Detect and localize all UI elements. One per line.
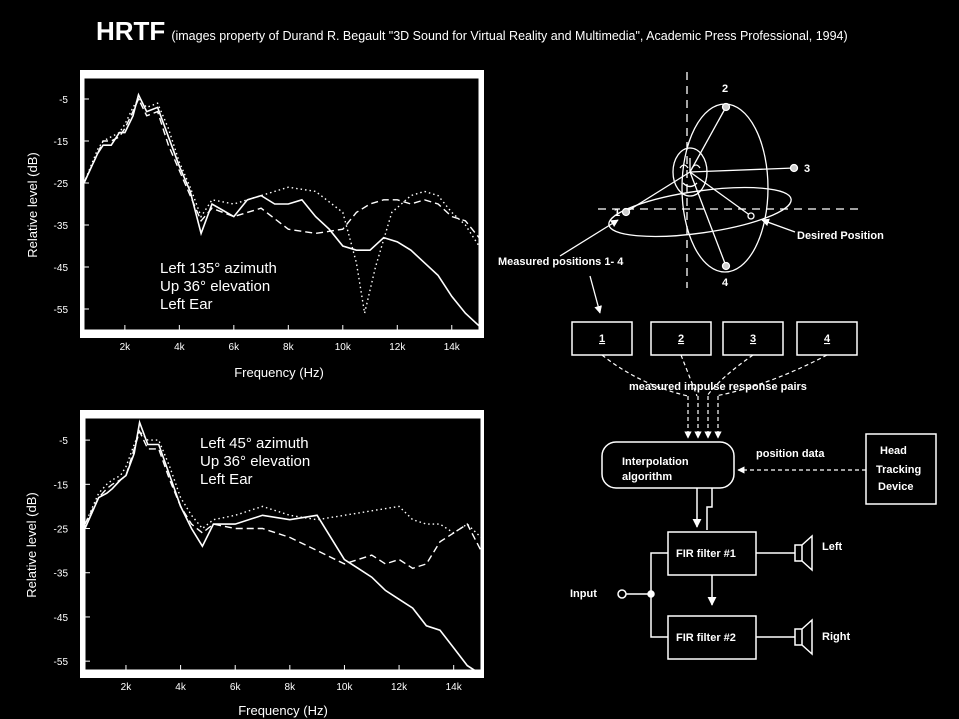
desired-position-label: Desired Position [797,230,884,242]
chart-top-x-label: Frequency (Hz) [234,365,324,380]
y-tick-label: -55 [53,657,68,669]
desired-position-marker [748,213,754,219]
y-tick-label: -55 [53,305,68,316]
position-label-3: 3 [804,163,811,175]
measured-positions-label: Measured positions 1- 4 [498,256,624,268]
y-tick-label: -35 [53,568,68,580]
y-tick-label: -5 [59,95,68,106]
position-marker-4 [723,263,730,270]
chart-bottom-y-label: Relative level (dB) [24,492,39,598]
chart-top-annotation-3: Left Ear [160,296,213,313]
x-tick-label: 8k [283,342,294,353]
y-tick-label: -35 [53,221,68,232]
ir-box-1-label: 1 [599,333,606,345]
interpolation-label-1: Interpolation [622,456,689,468]
x-tick-label: 2k [119,342,131,353]
right-speaker-icon [795,620,812,654]
x-tick-label: 10k [334,342,351,353]
pairs-label: measured impulse response pairs [629,381,807,393]
y-tick-label: -15 [53,137,68,148]
position-marker-3 [791,165,798,172]
chart-bottom-annotation-2: Up 36° elevation [200,453,311,470]
chart-top-annotation-2: Up 36° elevation [160,278,271,295]
x-tick-label: 12k [389,342,406,353]
ray-to-3 [690,168,794,172]
ir-box-4-label: 4 [824,333,831,345]
fir-filter-1-label: FIR filter #1 [676,548,736,560]
interp-to-fir-right [707,488,712,530]
interpolation-label-2: algorithm [622,471,673,483]
head-tracking-label-2: Tracking [876,464,922,476]
fir-filter-2-label: FIR filter #2 [676,632,736,644]
chart-top-annotation-1: Left 135° azimuth [160,260,277,277]
chart-top-y-label: Relative level (dB) [25,152,40,258]
x-tick-label: 14k [443,342,460,353]
head-tracking-label-3: Device [878,481,914,493]
x-tick-label: 4k [175,682,186,693]
x-tick-label: 12k [391,682,408,693]
left-output-label: Left [822,541,843,553]
chart-bottom-annotation-1: Left 45° azimuth [200,435,309,452]
ir-box-3-label: 3 [750,333,757,345]
ray-to-2 [690,107,726,172]
ray-to-4 [690,172,726,266]
title-hrtf: HRTF [96,16,166,46]
chart-top [25,70,484,380]
chart-bottom-annotation-3: Left Ear [200,471,253,488]
input-label: Input [570,588,597,600]
position-label-2: 2 [722,83,729,95]
right-output-label: Right [822,631,851,643]
y-tick-label: -5 [59,436,68,448]
measured-arrow-up [560,220,618,256]
x-tick-label: 10k [336,682,353,693]
position-diagram [560,72,860,313]
measured-arrow-down [590,276,600,313]
chart-bottom [24,410,484,718]
x-tick-label: 14k [445,682,462,693]
desired-position-arrow [762,220,795,232]
y-tick-label: -25 [53,179,68,190]
left-speaker-icon [795,536,812,570]
input-terminal [618,590,626,598]
x-tick-label: 6k [228,342,240,353]
y-tick-label: -45 [53,263,68,274]
x-tick-label: 8k [284,682,296,693]
position-label-1: 1 [614,207,621,219]
x-tick-label: 6k [229,682,241,693]
y-tick-label: -25 [53,524,68,536]
x-tick-label: 4k [174,342,185,353]
position-marker-1 [623,209,630,216]
x-tick-label: 2k [120,682,132,693]
ir-box-2-label: 2 [678,333,685,345]
chart-bottom-x-label: Frequency (Hz) [238,703,328,718]
position-label-4: 4 [722,277,729,289]
head-tracking-label-1: Head [880,445,907,457]
position-data-label: position data [756,448,825,460]
position-marker-2 [723,104,730,111]
y-tick-label: -15 [53,480,68,492]
y-tick-label: -45 [53,612,68,624]
image-credit: (images property of Durand R. Begault "3D Sound for Virtual Reality and Multimedia", Academic Press Professional, 1994) [171,29,848,43]
